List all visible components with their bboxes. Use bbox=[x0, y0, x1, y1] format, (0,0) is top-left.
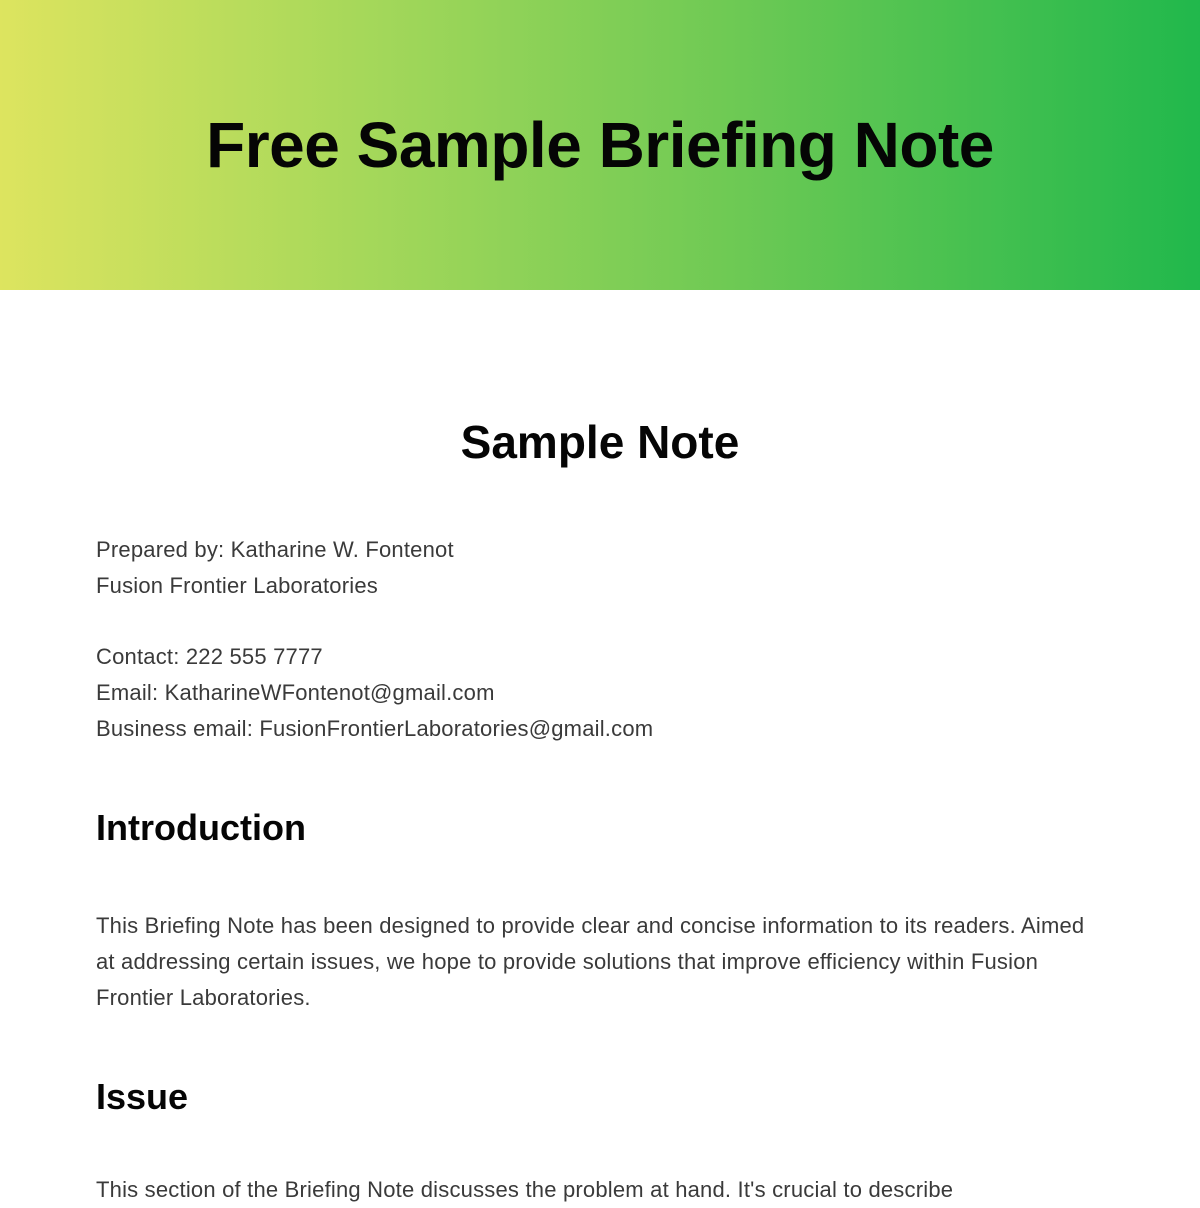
introduction-text: This Briefing Note has been designed to provide clear and concise information to its readers. Aimed at addressing certain issues, we hope to provide solutions that improve efficiency within Fusion Frontier Laboratories. bbox=[96, 913, 1085, 1010]
business-email: Business email: FusionFrontierLaboratories@gmail.com bbox=[96, 716, 654, 741]
contact-email: Email: KatharineWFontenot@gmail.com bbox=[96, 680, 495, 705]
issue-text: This section of the Briefing Note discusses the problem at hand. It's crucial to describe bbox=[96, 1177, 954, 1202]
contact-phone: Contact: 222 555 7777 bbox=[96, 644, 323, 669]
prepared-by: Prepared by: Katharine W. Fontenot bbox=[96, 537, 454, 562]
header-banner bbox=[0, 0, 1200, 290]
author-block bbox=[96, 532, 1106, 604]
contact-block bbox=[96, 639, 1106, 747]
organization-name: Fusion Frontier Laboratories bbox=[96, 573, 378, 598]
document-title: Sample Note bbox=[460, 416, 740, 468]
introduction-heading: Introduction bbox=[96, 807, 306, 848]
banner-title: Free Sample Briefing Note bbox=[206, 109, 994, 181]
issue-heading: Issue bbox=[96, 1076, 189, 1117]
